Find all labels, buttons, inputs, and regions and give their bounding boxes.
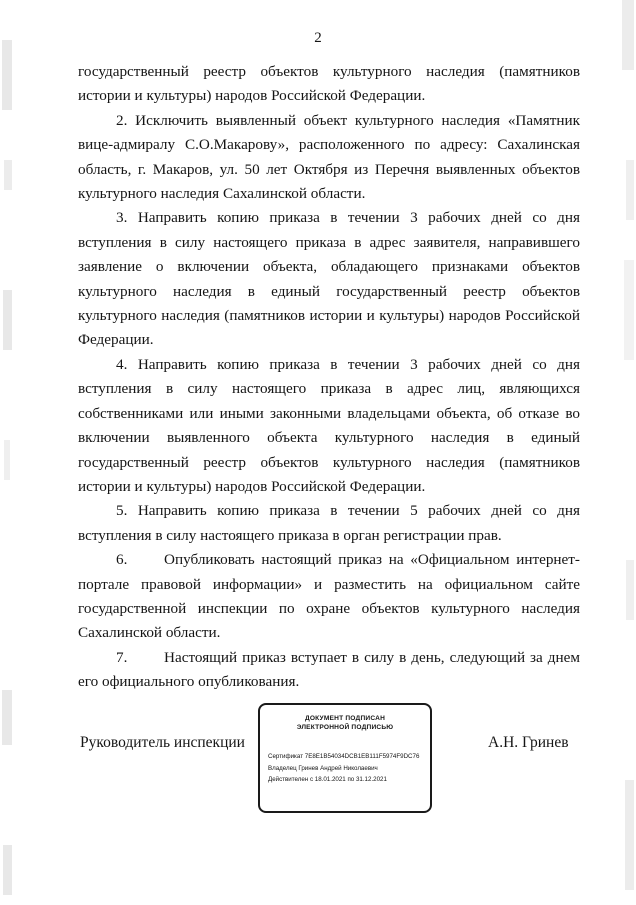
- stamp-line-2: ЭЛЕКТРОННОЙ ПОДПИСЬЮ: [296, 724, 394, 731]
- stamp-line-1: ДОКУМЕНТ ПОДПИСАН: [304, 715, 386, 722]
- signer-name: А.Н. Гринев: [488, 734, 569, 751]
- order-body: [78, 60, 580, 695]
- item-text: Настоящий приказ вступает в силу в день, следующий за днем его официального опубликования.: [78, 648, 580, 691]
- stamp-details: [268, 751, 428, 786]
- paragraph-item-2: 2. Исключить выявленный объект культурного наследия «Памятник вице-адмиралу С.О.Макарову», расположенного по адресу: Сахалинская область, г. Макаров, ул. 50 лет Октября из Перечня выявленных объектов культурного наследия Сахалинской области.: [78, 111, 580, 203]
- paragraph-item-6: [78, 548, 580, 646]
- electronic-signature-stamp: [258, 703, 432, 813]
- paragraph-item-4: 4. Направить копию приказа в течении 3 рабочих дней со дня вступления в силу настоящего приказа в адрес лиц, являющихся собственниками или иными законными владельцами объекта, об отказе во включении выявленного объекта культурного наследия в единый государственный реестр объектов культурного наследия (памятников истории и культуры) народов Российской Федерации.: [78, 355, 580, 495]
- paragraph-item-3: 3. Направить копию приказа в течении 3 рабочих дней со дня вступления в силу настоящего приказа в адрес заявителя, направившего заявление о включении объекта, обладающего признаками объектов культурного наследия в единый государственный реестр объектов культурного наследия (памятников истории и культуры) народов Российской Федерации.: [78, 209, 580, 349]
- paragraph-item-5: 5. Направить копию приказа в течении 5 рабочих дней со дня вступления в силу настоящего приказа в орган регистрации прав.: [78, 502, 580, 544]
- page-number: 2: [314, 30, 322, 46]
- item-number: 6.: [116, 551, 128, 569]
- item-text: Опубликовать настоящий приказ на «Официальном интернет-портале правовой информации» и разместить на официальном сайте государственной инспекции по охране объектов культурного наследия Сахалинской области.: [78, 551, 580, 642]
- stamp-header: [260, 714, 430, 732]
- stamp-certificate: Сертификат 7E8E1B54034DCB1EB111F5974F9DC76: [268, 753, 420, 760]
- paragraph-continuation: государственный реестр объектов культурного наследия (памятников истории и культуры) народов Российской Федерации.: [78, 63, 580, 105]
- signer-title: Руководитель инспекции: [80, 734, 245, 751]
- stamp-owner: Владелец Гринев Андрей Николаевич: [268, 764, 378, 772]
- item-number: 7.: [116, 648, 128, 666]
- paragraph-item-7: [78, 646, 580, 695]
- stamp-validity: Действителен с 18.01.2021 по 31.12.2021: [268, 776, 387, 783]
